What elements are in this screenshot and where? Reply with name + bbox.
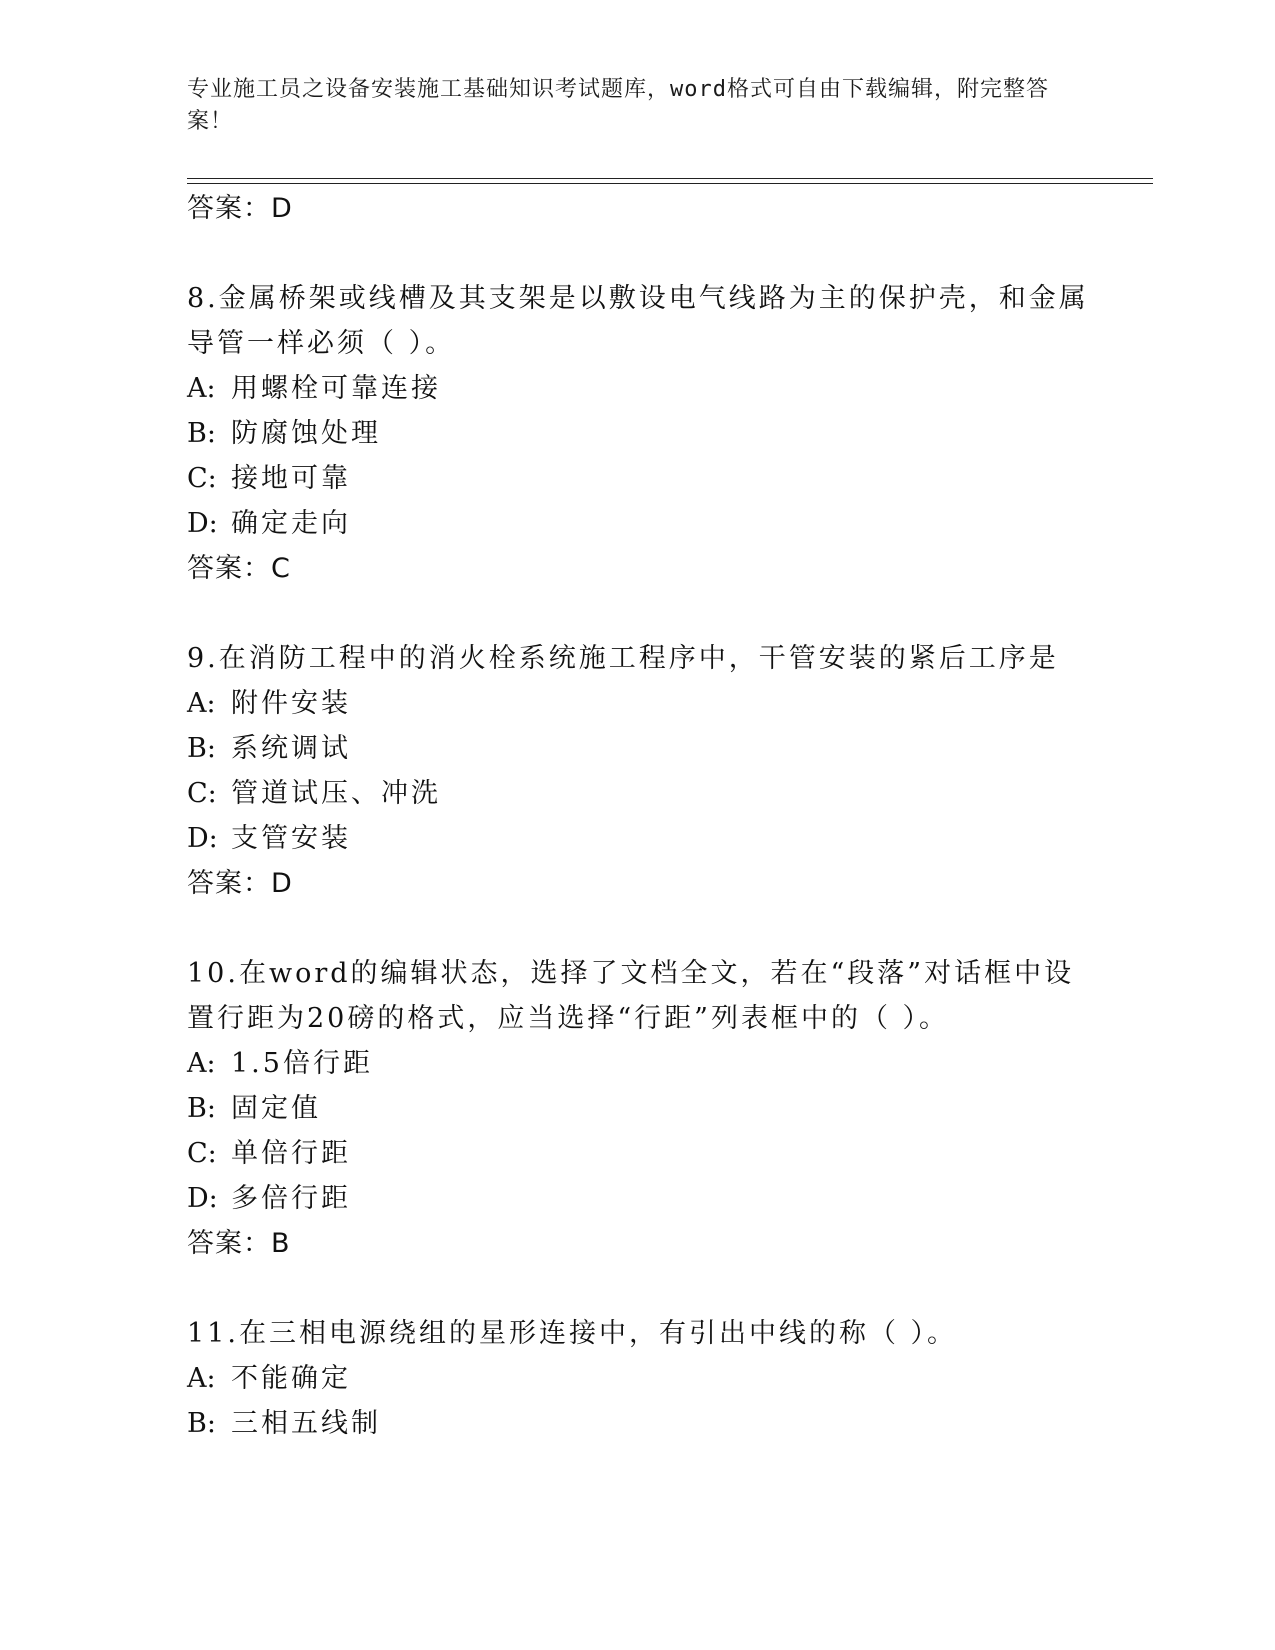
question-text: 在三相电源绕组的星形连接中，有引出中线的称（ ）。 xyxy=(238,1318,958,1349)
question-number: 10. xyxy=(187,958,239,989)
question-text: 在word的编辑状态，选择了文档全文，若在“段落”对话框中设 xyxy=(238,958,1075,989)
option-text: 1.5倍行距 xyxy=(231,1048,373,1079)
answer-label: 答案： xyxy=(187,553,271,584)
option-text: 支管安装 xyxy=(231,823,351,854)
question-number: 8. xyxy=(187,283,219,314)
answer-line xyxy=(187,192,293,226)
option-d xyxy=(187,822,351,856)
answer-line xyxy=(187,867,293,901)
question-stem xyxy=(187,282,1089,316)
option-text: 不能确定 xyxy=(231,1363,351,1394)
answer-label: 答案： xyxy=(187,193,271,224)
option-c xyxy=(187,462,351,496)
answer-line xyxy=(187,1227,291,1261)
option-letter: C: xyxy=(187,778,217,809)
page-header: 专业施工员之设备安装施工基础知识考试题库，word格式可自由下载编辑，附完整答案！ xyxy=(187,77,1049,134)
option-text: 防腐蚀处理 xyxy=(231,418,381,449)
option-text: 固定值 xyxy=(231,1093,321,1124)
option-letter: A: xyxy=(187,1363,216,1394)
question-number: 11. xyxy=(187,1318,239,1349)
option-letter: B: xyxy=(187,418,216,449)
option-b xyxy=(187,417,381,451)
answer-value: B xyxy=(271,1228,291,1259)
option-letter: B: xyxy=(187,733,216,764)
option-b xyxy=(187,1407,381,1441)
option-a xyxy=(187,1047,373,1081)
option-letter: D: xyxy=(187,823,218,854)
option-a xyxy=(187,687,351,721)
option-text: 三相五线制 xyxy=(231,1408,381,1439)
answer-value: D xyxy=(271,868,293,899)
answer-label: 答案： xyxy=(187,1228,271,1259)
answer-label: 答案： xyxy=(187,868,271,899)
option-text: 系统调试 xyxy=(231,733,351,764)
question-stem-continued: 导管一样必须（ ）。 xyxy=(187,328,456,359)
question-number: 9. xyxy=(187,643,219,674)
question-stem xyxy=(187,957,1074,991)
answer-line xyxy=(187,552,291,586)
option-letter: D: xyxy=(187,1183,218,1214)
option-d xyxy=(187,1182,351,1216)
option-text: 管道试压、冲洗 xyxy=(231,778,441,809)
option-text: 接地可靠 xyxy=(231,463,351,494)
option-a xyxy=(187,372,441,406)
option-letter: B: xyxy=(187,1093,216,1124)
option-letter: B: xyxy=(187,1408,216,1439)
header-divider xyxy=(187,178,1153,179)
header-divider-double xyxy=(187,183,1153,184)
answer-value: C xyxy=(271,553,291,584)
answer-value: D xyxy=(271,193,293,224)
option-letter: C: xyxy=(187,463,217,494)
option-a xyxy=(187,1362,351,1396)
option-text: 确定走向 xyxy=(231,508,351,539)
question-text: 金属桥架或线槽及其支架是以敷设电气线路为主的保护壳，和金属 xyxy=(218,283,1089,314)
option-d xyxy=(187,507,351,541)
option-text: 用螺栓可靠连接 xyxy=(231,373,441,404)
option-b xyxy=(187,732,351,766)
option-letter: A: xyxy=(187,1048,216,1079)
question-text: 在消防工程中的消火栓系统施工程序中，干管安装的紧后工序是 xyxy=(218,643,1059,674)
option-letter: A: xyxy=(187,373,216,404)
option-b xyxy=(187,1092,321,1126)
option-letter: C: xyxy=(187,1138,217,1169)
option-c xyxy=(187,1137,351,1171)
question-stem-continued: 置行距为20磅的格式，应当选择“行距”列表框中的（ ）。 xyxy=(187,1003,950,1034)
option-letter: D: xyxy=(187,508,218,539)
option-c xyxy=(187,777,441,811)
option-text: 多倍行距 xyxy=(231,1183,351,1214)
option-text: 单倍行距 xyxy=(231,1138,351,1169)
option-letter: A: xyxy=(187,688,216,719)
option-text: 附件安装 xyxy=(231,688,351,719)
question-stem xyxy=(187,642,1059,676)
question-stem xyxy=(187,1317,957,1351)
